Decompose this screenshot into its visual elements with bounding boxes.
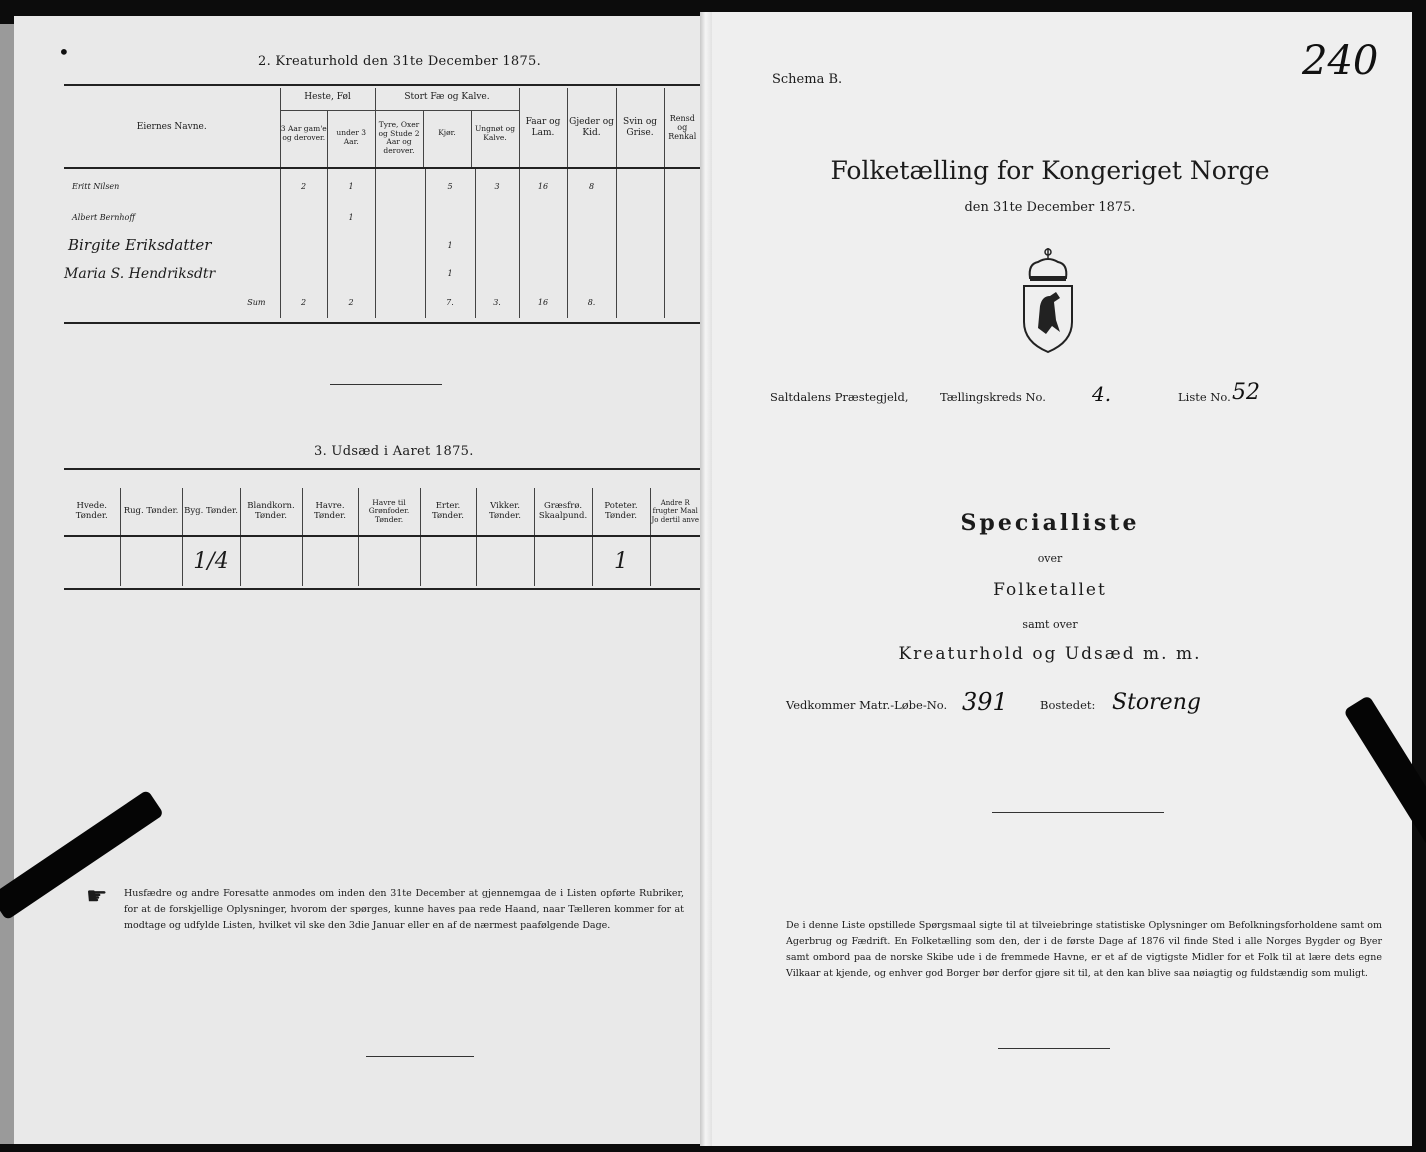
table-row xyxy=(64,536,700,586)
cell: 16 xyxy=(519,168,567,204)
cell: 8. xyxy=(567,288,616,318)
sub-header: under 3 Aar. xyxy=(336,128,367,146)
corner-mark: • xyxy=(58,40,70,64)
divider xyxy=(330,384,442,385)
cell: 2 xyxy=(280,288,327,318)
cell: 1 xyxy=(425,232,475,260)
cell xyxy=(375,260,425,288)
owner-header: Eiernes Navne. xyxy=(136,122,207,133)
sub-header: Kjør. xyxy=(424,111,472,167)
cell xyxy=(519,204,567,232)
cell xyxy=(240,536,302,586)
cell xyxy=(420,536,476,586)
cell xyxy=(475,204,519,232)
cell: 2 xyxy=(280,168,327,204)
owner-name: Birgite Eriksdatter xyxy=(68,236,212,255)
column-header: Havre. Tønder. xyxy=(302,488,358,536)
sowing-table xyxy=(64,488,700,586)
sub-header: Tyre, Oxer og Stude 2 Aar og derover. xyxy=(376,111,424,167)
section3-title: 3. Udsæd i Aaret 1875. xyxy=(314,444,474,459)
divider xyxy=(992,812,1164,813)
heste-group: Heste, Føl 3 Aar gam'e og derover. under 3 Aar. xyxy=(280,88,375,168)
cell xyxy=(567,260,616,288)
specialliste-title: Specialliste xyxy=(960,510,1140,536)
cell xyxy=(567,204,616,232)
cell xyxy=(616,260,664,288)
table-row xyxy=(64,168,700,204)
folketallet-label: Folketallet xyxy=(993,580,1107,600)
cell xyxy=(650,536,700,586)
matr-label: Vedkommer Matr.-Løbe-No. xyxy=(786,698,948,712)
notice-text: Husfædre og andre Foresatte anmodes om inden den 31te December at gjennemgaa de i Listen opførte Rubriker, for at de forskjellige Oplysninger, hvorom der spørges, kunne haves paa rede Haand, naar Tælleren kommer for at modtage og udfylde Listen, hvilket vil ske den 3die Januar eller en af de nærmest paafølgende Dage. xyxy=(124,888,684,931)
column-header: Havre til Grønfoder. Tønder. xyxy=(358,488,420,536)
column-header: Poteter. Tønder. xyxy=(592,488,650,536)
cell xyxy=(664,204,700,232)
cell xyxy=(519,232,567,260)
district-label: Saltdalens Præstegjeld, xyxy=(770,390,909,404)
cell xyxy=(664,232,700,260)
sub-header: Faar og Lam. xyxy=(519,88,567,168)
cell: 3. xyxy=(475,288,519,318)
cell: 7. xyxy=(425,288,475,318)
column-header: Rug. Tønder. xyxy=(120,488,182,536)
page-number: 240 xyxy=(1302,38,1379,84)
kreds-value: 4. xyxy=(1092,382,1112,406)
cell xyxy=(358,536,420,586)
kreaturhold-label: Kreaturhold og Udsæd m. m. xyxy=(898,644,1202,664)
sub-header: 3 Aar gam'e og derover. xyxy=(281,111,329,167)
cell xyxy=(375,232,425,260)
table-bottom-rule xyxy=(64,322,700,324)
column-header: Hvede. Tønder. xyxy=(75,500,108,521)
cell xyxy=(616,232,664,260)
bosted-value: Storeng xyxy=(1112,690,1201,715)
cell: 1 xyxy=(592,536,650,586)
pointing-hand-icon: ☛ xyxy=(86,882,108,910)
cell: 8 xyxy=(567,168,616,204)
title-date: den 31te December 1875. xyxy=(964,200,1136,215)
column-header: Blandkorn. Tønder. xyxy=(240,488,302,536)
cell xyxy=(616,204,664,232)
cell: 1 xyxy=(327,168,375,204)
sum-label: Sum xyxy=(247,298,266,308)
cell xyxy=(476,536,534,586)
bosted-label: Bostedet: xyxy=(1040,698,1096,712)
cell xyxy=(375,168,425,204)
liste-value: 52 xyxy=(1232,380,1260,405)
cell xyxy=(664,288,700,318)
cell: 1/4 xyxy=(182,536,240,586)
matr-value: 391 xyxy=(962,688,1008,716)
main-title: Folketælling for Kongeriget Norge xyxy=(830,156,1270,185)
cell xyxy=(280,204,327,232)
cell: 1 xyxy=(327,204,375,232)
section2-title: 2. Kreaturhold den 31te December 1875. xyxy=(258,54,542,69)
cell xyxy=(64,536,120,586)
cell xyxy=(327,232,375,260)
sub-header: Ungnøt og Kalve. xyxy=(474,124,515,142)
owner-name: Albert Bernhoff xyxy=(72,213,135,223)
over-label: over xyxy=(1037,552,1063,565)
liste-label: Liste No. xyxy=(1178,390,1231,404)
cell xyxy=(280,260,327,288)
cell xyxy=(425,204,475,232)
page-stack-edge xyxy=(0,24,14,1144)
table-bottom-rule xyxy=(64,588,700,590)
cell xyxy=(475,232,519,260)
column-header: Erter. Tønder. xyxy=(420,488,476,536)
schema-label: Schema B. xyxy=(772,72,843,87)
cell xyxy=(567,232,616,260)
cell: 3 xyxy=(475,168,519,204)
cell xyxy=(280,232,327,260)
sub-header: Rensd og Renkal xyxy=(664,88,700,168)
table-row xyxy=(64,204,700,232)
kreds-label: Tællingskreds No. xyxy=(940,390,1046,404)
cell: 5 xyxy=(425,168,475,204)
cell xyxy=(664,168,700,204)
owner-name: Eritt Nilsen xyxy=(72,181,120,191)
cell xyxy=(375,204,425,232)
cell xyxy=(327,260,375,288)
footer-text: De i denne Liste opstillede Spørgsmaal sigte til at tilveiebringe statistiske Oplysninger om Befolkningsforholdene samt om Agerbrug og Fædrift. En Folketælling som den, der i de første Dage af 1876 vil finde Sted i alle Norges Bygder og Byer samt ombord paa de norske Skibe ude i de fremmede Havne, er et af de vigtigste Midler for et Folk til at lære dets egne Vilkaar at kjende, og enhver god Borger bør derfor gjøre sit til, at den kan blive saa nøiagtig og fuldstændig som muligt. xyxy=(786,920,1382,979)
samt-over-label: samt over xyxy=(1022,618,1078,631)
cell: 1 xyxy=(425,260,475,288)
divider xyxy=(366,1056,474,1057)
cell xyxy=(302,536,358,586)
owner-name: Maria S. Hendriksdtr xyxy=(64,265,216,282)
cell xyxy=(534,536,592,586)
divider xyxy=(998,1048,1110,1049)
cell: 2 xyxy=(327,288,375,318)
table-top-rule xyxy=(64,84,700,86)
table-top-rule xyxy=(64,468,700,470)
column-header: Vikker. Tønder. xyxy=(476,488,534,536)
sub-header: Gjeder og Kid. xyxy=(567,88,616,168)
column-header: Andre R frugter Maal Jo dertil anve xyxy=(650,488,700,536)
stort-group: Stort Fæ og Kalve. Tyre, Oxer og Stude 2 Aar og derover. Kjør. Ungnøt og Kalve. xyxy=(375,88,519,168)
cell xyxy=(475,260,519,288)
cell xyxy=(664,260,700,288)
column-header: Byg. Tønder. xyxy=(182,488,240,536)
table-row xyxy=(64,232,700,260)
column-header: Græsfrø. Skaalpund. xyxy=(534,488,592,536)
coat-of-arms-icon xyxy=(1016,246,1080,356)
sum-row xyxy=(64,288,700,318)
cell xyxy=(616,288,664,318)
cell xyxy=(616,168,664,204)
cell xyxy=(120,536,182,586)
livestock-table xyxy=(64,88,700,318)
cell xyxy=(375,288,425,318)
table-row xyxy=(64,260,700,288)
cell xyxy=(519,260,567,288)
sub-header: Svin og Grise. xyxy=(616,88,664,168)
cell: 16 xyxy=(519,288,567,318)
